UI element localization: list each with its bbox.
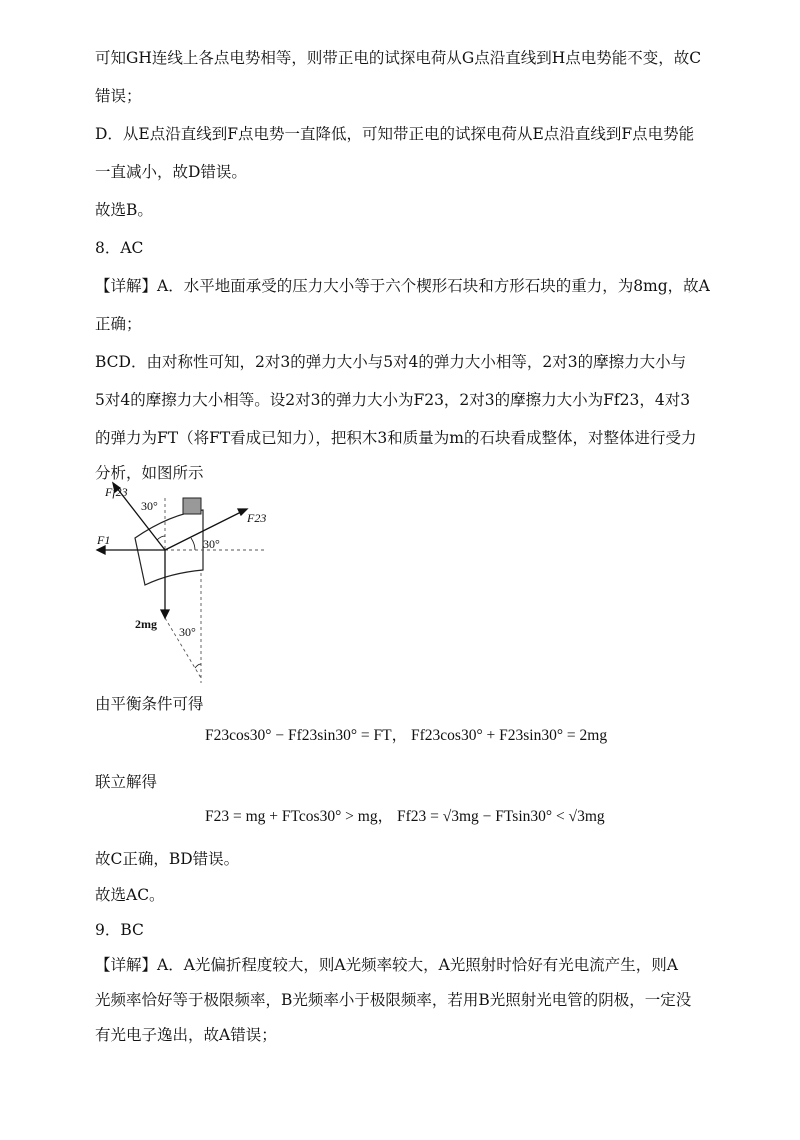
text-line-10: 5对4的摩擦力大小相等。设2对3的弹力大小为F23，2对3的摩擦力大小为Ff23，4对3 (95, 391, 691, 409)
text-line-20: 有光电子逸出，故A错误； (95, 1026, 277, 1044)
text-line-18: 【详解】A．A光偏折程度较大，则A光频率较大，A光照射时恰好有光电流产生，则A (95, 956, 678, 974)
text-line-9: BCD．由对称性可知，2对3的弹力大小与5对4的弹力大小相等，2对3的摩擦力大小与 (95, 353, 687, 371)
text-line-15: 故C正确，BD错误。 (95, 850, 240, 868)
text-line-3: D．从E点沿直线到F点电势一直降低，可知带正电的试探电荷从E点沿直线到F点电势能 (95, 125, 695, 143)
text-line-4: 一直减小，故D错误。 (95, 163, 247, 181)
text-line-14: 联立解得 (95, 773, 158, 791)
text-line-16: 故选AC。 (95, 886, 165, 904)
force-diagram (95, 478, 295, 688)
text-line-12: 分析，如图所示 (95, 464, 204, 482)
text-line-7: 【详解】A．水平地面承受的压力大小等于六个楔形石块和方形石块的重力，为8mg，故A (95, 277, 710, 295)
label-angle-right: 30° (203, 537, 220, 551)
label-angle-bottom: 30° (179, 625, 196, 639)
equation-solution: F23 = mg + FTcos30° > mg， Ff23 = √3mg − FTsin30° < √3mg (205, 808, 605, 825)
text-line-2: 错误； (95, 87, 142, 105)
label-2mg: 2mg (135, 617, 157, 631)
text-line-5: 故选B。 (95, 201, 153, 219)
question-8-answer: 8．AC (95, 239, 144, 257)
text-line-13: 由平衡条件可得 (95, 695, 204, 713)
text-line-11: 的弹力为FT（将FT看成已知力），把积木3和质量为m的石块看成整体，对整体进行受力 (95, 429, 697, 447)
text-line-8: 正确； (95, 315, 142, 333)
label-f23: F23 (247, 511, 267, 525)
equation-balance: F23cos30° − Ff23sin30° = FT， Ff23cos30° + F23sin30° = 2mg (205, 727, 608, 744)
label-f1: F1 (97, 533, 111, 547)
label-ff23: Ff23 (105, 485, 128, 499)
text-line-1: 可知GH连线上各点电势相等，则带正电的试探电荷从G点沿直线到H点电势能不变，故C (95, 49, 702, 67)
question-9-answer: 9．BC (95, 921, 144, 939)
square-stone (183, 498, 201, 514)
label-angle-top: 30° (141, 499, 158, 513)
text-line-19: 光频率恰好等于极限频率，B光频率小于极限频率，若用B光照射光电管的阴极，一定没 (95, 991, 692, 1009)
